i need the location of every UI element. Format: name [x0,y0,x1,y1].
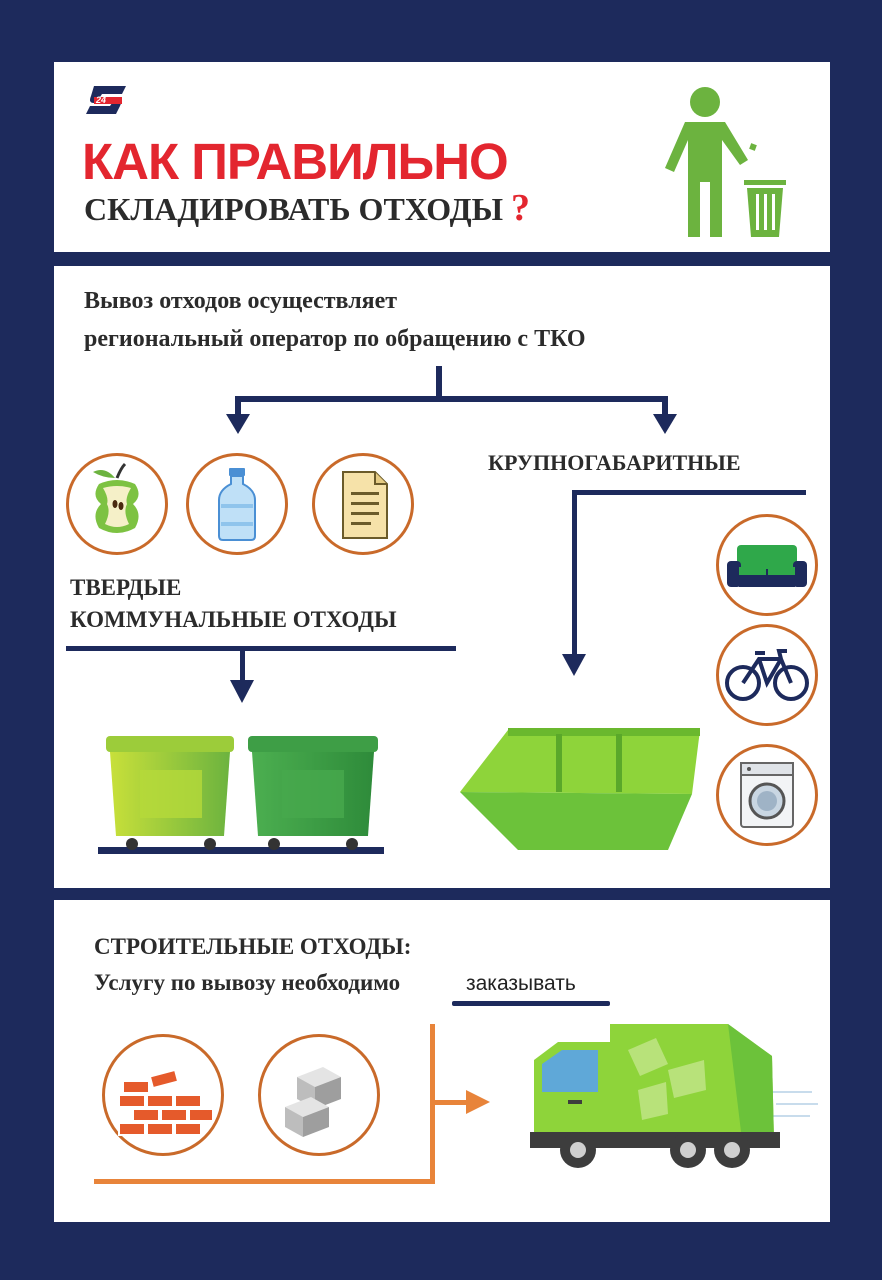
water-bottle-icon [189,456,285,552]
title-line1: КАК ПРАВИЛЬНО [82,133,508,190]
question-mark: ? [511,187,530,229]
middle-panel [54,266,830,888]
sofa-circle [716,514,818,616]
bulky-waste-label: КРУПНОГАБАРИТНЫЕ [488,450,741,475]
title-line2 [84,186,530,230]
washer-circle [716,744,818,846]
construction-text: Услугу по вывозу необходимо [94,970,401,995]
bottle-circle [186,453,288,555]
waste-container-icon [102,732,392,862]
paper-circle [312,453,414,555]
logo [84,82,130,118]
washing-machine-icon [719,747,815,843]
logo-text: 24 [96,95,107,105]
skip-bin-icon [456,724,706,854]
bottom-panel [54,900,830,1222]
bicycle-icon [719,627,815,723]
garbage-truck-icon [528,1020,818,1180]
paper-document-icon [315,456,411,552]
title-line2-text: СКЛАДИРОВАТЬ ОТХОДЫ [84,191,503,227]
intro-line1: Вывоз отходов осуществляет [84,288,398,314]
solid-waste-label-1: ТВЕРДЫЕ [70,575,182,600]
construction-emphasis: заказывать [466,972,576,995]
solid-waste-label-2: КОММУНАЛЬНЫЕ ОТХОДЫ [70,607,397,632]
bicycle-circle [716,624,818,726]
header-panel [54,62,830,252]
person-throwing-trash-icon [660,82,800,242]
apple-core-icon [69,456,165,552]
sofa-icon [719,517,815,613]
construction-title: СТРОИТЕЛЬНЫЕ ОТХОДЫ: [94,934,412,959]
intro-line2: региональный оператор по обращению с ТКО [84,326,586,352]
apple-core-circle [66,453,168,555]
